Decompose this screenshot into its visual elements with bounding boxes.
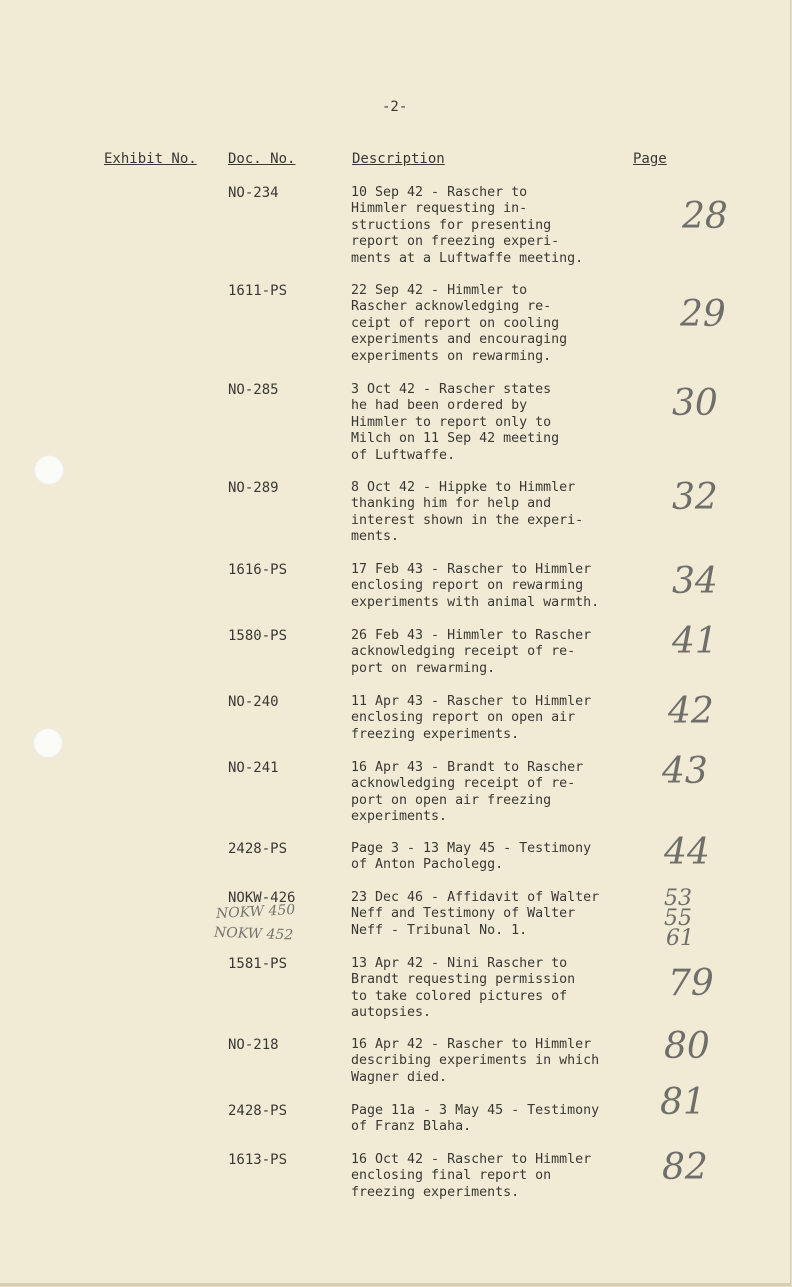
description: [351, 1103, 631, 1136]
description-line: of Anton Pacholegg.: [351, 857, 504, 873]
doc-number: 1613-PS: [228, 1152, 288, 1168]
doc-number: 1580-PS: [228, 628, 288, 644]
description: [351, 760, 631, 826]
doc-number: NO-285: [228, 382, 279, 398]
description: [351, 956, 631, 1022]
description-line: 8 Oct 42 - Hippke to Himmler: [351, 480, 576, 495]
doc-number: NO-234: [228, 185, 279, 201]
description: [351, 480, 631, 546]
handwritten-doc-number: NOKW 452: [213, 924, 294, 944]
description: [351, 694, 631, 743]
punch-hole-upper: [34, 455, 64, 485]
description-line: describing experiments in which: [351, 1053, 600, 1069]
description-line: ceipt of report on cooling: [351, 315, 560, 331]
description-line: experiments with animal warmth.: [351, 594, 600, 610]
description-line: experiments on rewarming.: [351, 348, 552, 364]
doc-number: 2428-PS: [228, 841, 288, 857]
page-reference: 32: [672, 477, 718, 518]
description: [351, 185, 631, 267]
doc-number: 1616-PS: [228, 562, 288, 578]
description-line: freezing experiments.: [351, 1184, 520, 1200]
description-line: port on rewarming.: [351, 660, 496, 676]
description-line: 16 Oct 42 - Rascher to Himmler: [351, 1152, 592, 1167]
description-line: 17 Feb 43 - Rascher to Himmler: [351, 562, 592, 577]
description-line: ments at a Luftwaffe meeting.: [351, 250, 584, 266]
page-reference: 44: [664, 832, 710, 873]
description: [351, 841, 631, 874]
description-line: 10 Sep 42 - Rascher to: [351, 185, 528, 200]
header-exhibit-no: Exhibit No.: [104, 151, 197, 167]
description-line: thanking him for help and: [351, 496, 552, 512]
header-doc-no: Doc. No.: [228, 151, 296, 167]
page-reference: 55: [664, 906, 692, 931]
description-line: Page 11a - 3 May 45 - Testimony: [351, 1103, 600, 1118]
page-reference: 81: [660, 1082, 706, 1123]
description-line: Himmler to report only to: [351, 414, 552, 430]
description-line: 13 Apr 42 - Nini Rascher to: [351, 956, 568, 971]
description: [351, 1152, 631, 1201]
page-reference: 61: [666, 926, 694, 951]
description-line: experiments and encouraging: [351, 332, 568, 348]
page-number: -2-: [382, 99, 408, 115]
description-line: report on freezing experi-: [351, 234, 560, 250]
doc-number: 2428-PS: [228, 1103, 288, 1119]
description-line: Brandt requesting permission: [351, 972, 576, 988]
description-line: enclosing report on rewarming: [351, 578, 584, 594]
description-line: Milch on 11 Sep 42 meeting: [351, 431, 560, 447]
description-line: 3 Oct 42 - Rascher states: [351, 382, 552, 397]
description-line: 23 Dec 46 - Affidavit of Walter: [351, 890, 600, 905]
description-line: port on open air freezing: [351, 792, 552, 808]
page-reference: 82: [662, 1147, 708, 1188]
description-line: Neff and Testimony of Walter: [351, 906, 576, 922]
description-line: freezing experiments.: [351, 726, 520, 742]
page-reference: 42: [668, 691, 714, 732]
description-line: Neff - Tribunal No. 1.: [351, 922, 528, 938]
description-line: 11 Apr 43 - Rascher to Himmler: [351, 694, 592, 709]
description-line: of Luftwaffe.: [351, 447, 456, 463]
description-line: of Franz Blaha.: [351, 1119, 472, 1135]
description-line: to take colored pictures of: [351, 988, 568, 1004]
page-reference: 41: [672, 621, 718, 662]
page-reference: 34: [672, 561, 718, 602]
description-line: Himmler requesting in-: [351, 201, 528, 217]
description-line: enclosing report on open air: [351, 710, 576, 726]
doc-number: NOKW-426: [228, 890, 296, 906]
doc-number: NO-289: [228, 480, 279, 496]
description: [351, 283, 631, 365]
description-line: 26 Feb 43 - Himmler to Rascher: [351, 628, 592, 643]
description-line: autopsies.: [351, 1005, 432, 1021]
description: [351, 890, 631, 939]
description-line: experiments.: [351, 809, 448, 825]
doc-number: NO-218: [228, 1037, 279, 1053]
header-page: Page: [633, 151, 667, 167]
description: [351, 628, 631, 677]
description-line: 16 Apr 42 - Rascher to Himmler: [351, 1037, 592, 1052]
handwritten-doc-number: NOKW 450: [215, 901, 296, 923]
description: [351, 382, 631, 464]
description-line: 16 Apr 43 - Brandt to Rascher: [351, 760, 584, 775]
description-line: 22 Sep 42 - Himmler to: [351, 283, 528, 298]
description-line: Page 3 - 13 May 45 - Testimony: [351, 841, 592, 856]
page-reference: 79: [668, 963, 714, 1004]
doc-number: 1611-PS: [228, 283, 288, 299]
page-reference: 80: [664, 1026, 710, 1067]
description-line: acknowledging receipt of re-: [351, 644, 576, 660]
punch-hole-lower: [33, 728, 63, 758]
doc-number: NO-241: [228, 760, 279, 776]
page-reference: 29: [680, 294, 726, 335]
description-line: ments.: [351, 529, 400, 545]
description-line: interest shown in the experi-: [351, 512, 584, 528]
doc-number: NO-240: [228, 694, 279, 710]
page-reference: 28: [682, 196, 728, 237]
description-line: he had been ordered by: [351, 398, 528, 414]
page-reference: 30: [672, 383, 718, 424]
doc-number: 1581-PS: [228, 956, 288, 972]
description-line: Wagner died.: [351, 1069, 448, 1085]
description-line: enclosing final report on: [351, 1168, 552, 1184]
description-line: structions for presenting: [351, 217, 552, 233]
description-line: Rascher acknowledging re-: [351, 299, 552, 315]
description-line: acknowledging receipt of re-: [351, 776, 576, 792]
description: [351, 1037, 631, 1086]
page-reference: 53: [664, 886, 692, 911]
page-reference: 43: [662, 751, 708, 792]
description: [351, 562, 631, 611]
header-description: Description: [352, 151, 445, 167]
